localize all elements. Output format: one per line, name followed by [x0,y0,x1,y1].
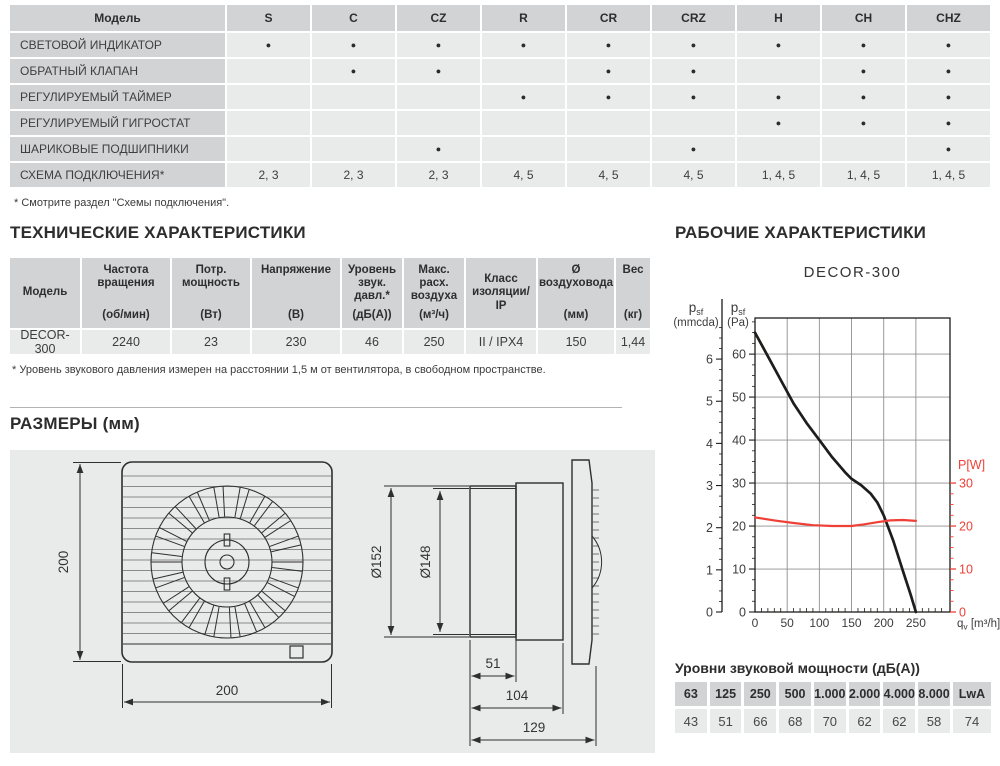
body-depth-dim: 104 [505,688,529,703]
svg-text:(mmcda): (mmcda) [673,317,719,329]
feature-value: ● [567,59,650,83]
fan-blades [152,487,303,638]
svg-text:1: 1 [706,563,713,578]
feature-value: 1, 4, 5 [822,163,905,187]
sound-band-header: 250 [744,682,776,706]
svg-text:3: 3 [706,479,713,494]
svg-text:50: 50 [732,390,746,405]
feature-value: ● [907,59,990,83]
feature-value: ● [397,59,480,83]
front-view-drawing [122,462,332,662]
svg-text:10: 10 [732,562,746,577]
models-header-model: Модель [10,5,225,31]
feature-value [482,59,565,83]
feature-value [312,137,395,161]
sound-table-title: Уровни звуковой мощности (дБ(А)) [675,660,920,676]
svg-text:qv [m³/h]: $q_v$ [m³/h] [957,618,1000,632]
feature-value: ● [737,85,820,109]
tech-table [10,258,650,354]
feature-value: ● [312,59,395,83]
sound-level-value: 62 [849,709,881,733]
side-view-drawing [470,460,602,664]
models-header-col: S [227,5,310,31]
feature-value [312,111,395,135]
feature-value: 4, 5 [652,163,735,187]
tech-col-label: Модель [22,286,68,299]
feature-value [397,111,480,135]
svg-text:(Pa): (Pa) [727,317,749,329]
feature-value: ● [822,59,905,83]
feature-value: ● [822,33,905,57]
feature-label: ШАРИКОВЫЕ ПОДШИПНИКИ [10,137,225,161]
feature-value: ● [652,85,735,109]
dimensions-drawing-panel [10,450,655,753]
tech-col-label: Макс. расх. воздуха [410,264,458,303]
sound-level-value: 51 [710,709,742,733]
performance-chart-container [660,287,1000,645]
tech-col-label: Класс изоляции/ IP [472,273,530,312]
svg-text:0: 0 [739,605,746,620]
performance-section-title: РАБОЧИЕ ХАРАКТЕРИСТИКИ [675,223,927,242]
tech-col-unit: (Вт) [200,308,222,321]
sound-band-header: 125 [710,682,742,706]
sound-level-value: 70 [814,709,846,733]
tech-col-label: Вес [622,264,644,276]
sound-band-header: 500 [779,682,811,706]
sound-band-header: 1.000 [814,682,846,706]
svg-text:2: 2 [706,521,713,536]
sound-level-value: 74 [953,709,991,733]
svg-text:0: 0 [959,605,966,620]
feature-value: ● [227,33,310,57]
feature-value: 4, 5 [567,163,650,187]
sound-band-header: 4.000 [883,682,915,706]
svg-text:psf: $p_{sf}$ [688,300,704,317]
section-divider [10,407,622,408]
sound-band-header: 63 [675,682,707,706]
feature-value [227,111,310,135]
tech-col-header [538,258,614,328]
models-header-col: CH [822,5,905,31]
side-view-dimensions [369,486,596,746]
feature-value: ● [907,33,990,57]
svg-text:40: 40 [732,433,746,448]
svg-text:0: 0 [706,605,713,620]
feature-value [822,137,905,161]
sound-level-value: 68 [779,709,811,733]
tech-col-label: Ø воздуховода [538,264,614,290]
side-inner-diameter-dim: Ø148 [418,545,433,579]
models-header-col: C [312,5,395,31]
feature-label: СХЕМА ПОДКЛЮЧЕНИЯ* [10,163,225,187]
tech-col-label: Частота вращения [97,264,155,290]
tech-col-header [466,258,536,328]
models-header-col: CHZ [907,5,990,31]
svg-text:4: 4 [706,436,713,451]
tech-col-unit: (В) [288,308,304,321]
power-consumption-W-curve [755,517,916,526]
feature-value: ● [482,85,565,109]
tech-col-unit: (мм) [563,308,589,321]
feature-value: 2, 3 [227,163,310,187]
tech-value: 23 [172,330,250,354]
models-header-col: R [482,5,565,31]
tech-value: 230 [252,330,340,354]
side-outer-diameter-dim: Ø152 [369,545,384,579]
feature-value: ● [737,111,820,135]
feature-value [652,111,735,135]
feature-value [227,59,310,83]
svg-text:20: 20 [732,519,746,534]
tech-col-label: Потр. мощность [182,264,240,290]
feature-value: 1, 4, 5 [737,163,820,187]
duct-spigot [470,486,516,637]
duct-length-dim: 51 [485,656,501,671]
total-depth-dim: 129 [522,720,546,735]
sound-level-value: 62 [883,709,915,733]
sound-band-header: LwA [953,682,991,706]
sound-level-value: 43 [675,709,707,733]
feature-value [737,137,820,161]
feature-value: 1, 4, 5 [907,163,990,187]
feature-value: 2, 3 [397,163,480,187]
tech-value: DECOR-300 [10,330,80,354]
feature-value: ● [482,33,565,57]
hub-center [220,555,234,569]
tech-col-label: Уровень звук. давл.* [347,264,397,303]
models-header-col: H [737,5,820,31]
sound-level-value: 58 [918,709,950,733]
fan-ring-inner [182,517,272,607]
tech-col-unit: (дБ(А)) [352,308,392,321]
feature-value [397,85,480,109]
front-height-dim: 200 [56,550,71,574]
models-header-col: CR [567,5,650,31]
svg-text:60: 60 [732,347,746,362]
feature-value: ● [652,33,735,57]
svg-text:5: 5 [706,394,713,409]
feature-value: ● [567,33,650,57]
tech-col-label: Напряжение [260,264,332,276]
tech-col-header [10,258,80,328]
fan-hub [205,540,249,584]
feature-value: ● [652,137,735,161]
feature-value: ● [907,137,990,161]
svg-text:150: 150 [841,616,862,630]
feature-label: СВЕТОВОЙ ИНДИКАТОР [10,33,225,57]
tech-col-unit: (кг) [623,308,643,321]
tech-col-unit: (м³/ч) [419,308,449,321]
feature-value: ● [567,85,650,109]
tech-col-header [172,258,250,328]
tech-section-title: ТЕХНИЧЕСКИЕ ХАРАКТЕРИСТИКИ [10,223,306,242]
tech-value: 2240 [82,330,170,354]
tech-col-header [404,258,464,328]
feature-value [227,85,310,109]
models-header-col: CZ [397,5,480,31]
indicator-window [290,646,303,658]
feature-label: РЕГУЛИРУЕМЫЙ ТАЙМЕР [10,85,225,109]
svg-text:20: 20 [959,519,973,534]
static-pressure-Pa-curve [755,333,916,612]
performance-chart [660,287,1000,645]
sound-band-header: 2.000 [849,682,881,706]
tech-col-header [616,258,650,328]
sound-level-value: 66 [744,709,776,733]
feature-value [567,111,650,135]
feature-value: ● [652,59,735,83]
models-table-footnote: * Смотрите раздел "Схемы подключения". [14,197,230,209]
feature-value [227,137,310,161]
feature-value: ● [907,85,990,109]
tech-col-header [82,258,170,328]
feature-value [567,137,650,161]
feature-value: ● [822,111,905,135]
svg-text:6: 6 [706,352,713,367]
svg-text:10: 10 [959,562,973,577]
feature-value [482,137,565,161]
feature-value: 2, 3 [312,163,395,187]
tech-col-unit: (об/мин) [102,308,150,321]
models-header-col: CRZ [652,5,735,31]
svg-text:100: 100 [809,616,830,630]
feature-value: ● [822,85,905,109]
tech-table-footnote: * Уровень звукового давления измерен на расстоянии 1,5 м от вентилятора, в свободном пространстве. [12,364,546,376]
feature-label: РЕГУЛИРУЕМЫЙ ГИГРОСТАТ [10,111,225,135]
feature-label: ОБРАТНЫЙ КЛАПАН [10,59,225,83]
models-table [10,5,990,187]
sound-table [675,682,991,733]
feature-value: 4, 5 [482,163,565,187]
motor-housing [516,483,563,640]
feature-value: ● [907,111,990,135]
tech-col-header [342,258,402,328]
feature-value: ● [397,137,480,161]
feature-value [482,111,565,135]
feature-value: ● [737,33,820,57]
tech-value: 250 [404,330,464,354]
svg-text:psf: $p_{sf}$ [730,300,746,317]
tech-value: II / IPX4 [466,330,536,354]
feature-value [312,85,395,109]
front-cover [572,460,592,664]
svg-text:P[W]: P[W] [958,458,986,473]
svg-text:30: 30 [959,476,973,491]
tech-col-header [252,258,340,328]
svg-text:0: 0 [751,616,759,630]
svg-text:50: 50 [780,616,794,630]
feature-value [737,59,820,83]
tech-value: 46 [342,330,402,354]
front-width-dim: 200 [215,683,239,698]
feature-value: ● [312,33,395,57]
chart-title: DECOR-300 [803,264,902,281]
svg-text:200: 200 [873,616,894,630]
sound-band-header: 8.000 [918,682,950,706]
cover-grille-lines [592,490,599,634]
feature-value: ● [397,33,480,57]
svg-text:250: 250 [905,616,926,630]
dimensions-drawing [10,450,655,753]
svg-text:30: 30 [732,476,746,491]
tech-value: 150 [538,330,614,354]
tech-value: 1,44 [616,330,650,354]
dimensions-section-title: РАЗМЕРЫ (мм) [10,414,140,433]
